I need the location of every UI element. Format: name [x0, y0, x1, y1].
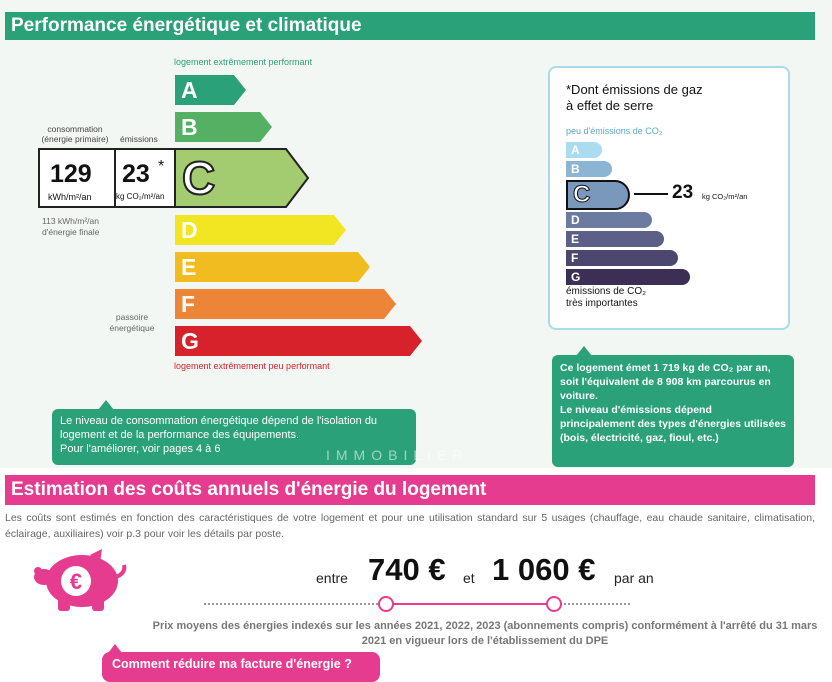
ghg-bar-a: [566, 142, 602, 158]
cost-section-title: Estimation des coûts annuels d'énergie du logement: [5, 475, 815, 505]
emissions-star: *: [158, 158, 165, 175]
price-high-marker: [546, 596, 562, 612]
ghg-box: [548, 66, 790, 330]
ghg-value: 23: [672, 182, 694, 203]
ghg-callout: Ce logement émet 1 719 kg de CO₂ par an, soit l'équivalent de 8 908 km parcourus en voiture. Le niveau d'émissions dépend principalement des types d'énergies utilisées (bois, électricité, gaz, fioul, etc.): [552, 355, 794, 467]
emissions-unit: kg CO₂/m²/an: [116, 192, 165, 201]
energy-bar-letter-a: A: [181, 77, 198, 103]
consumption-label: consommation (énergie primaire): [41, 124, 109, 144]
price-footnote: Prix moyens des énergies indexés sur les années 2021, 2022, 2023 (abonnements compris) conformément à l'arrêté du 31 mars 2021 en vigueur lors de l'établissement du DPE: [152, 620, 818, 647]
energy-callout: Le niveau de consommation énergétique dépend de l'isolation du logement et de la performance des équipements. Pour l'améliorer, voir pages 4 à 6: [52, 409, 416, 465]
reduce-bill-button[interactable]: Comment réduire ma facture d'énergie ?: [102, 652, 380, 682]
price-low-marker: [378, 596, 394, 612]
energy-bar-letter-c: C: [182, 152, 216, 204]
energy-bar-e: [174, 251, 372, 283]
price-low: 740 €: [368, 552, 446, 587]
ghg-bottom-label: émissions de CO₂ très importantes: [566, 286, 647, 309]
energy-bar-letter-b: B: [181, 114, 198, 140]
emissions-value: 23: [122, 160, 150, 188]
emissions-label: émissions: [120, 134, 158, 144]
consumption-unit: kWh/m²/an: [48, 192, 92, 202]
ghg-bar-letter-b: B: [571, 162, 580, 176]
ghg-bar-letter-d: D: [571, 213, 580, 227]
ghg-bar-c: [566, 180, 630, 210]
watermark-text: IMMOBILIER: [326, 447, 469, 463]
ghg-bar-f: [566, 250, 678, 266]
ghg-bar-b: [566, 161, 612, 177]
energy-bar-a: [174, 74, 248, 106]
energy-bar-letter-f: F: [181, 291, 196, 317]
svg-text:€: €: [69, 569, 83, 594]
energy-bar-b: [174, 111, 274, 143]
ghg-top-label: peu d'émissions de CO₂: [566, 126, 663, 136]
passoire-label: passoire énergétique: [109, 312, 155, 333]
energy-bar-c: [174, 148, 310, 208]
top-performance-label: logement extrêmement performant: [174, 57, 313, 67]
ghg-bar-letter-f: F: [571, 251, 579, 265]
energy-bar-d: [174, 214, 348, 246]
price-word-between: entre: [316, 570, 348, 586]
ghg-bar-e: [566, 231, 664, 247]
ghg-bar-letter-c: C: [573, 181, 591, 208]
ghg-unit: kg CO₂/m²/an: [702, 192, 748, 201]
consumption-box: [38, 148, 176, 208]
cost-paragraph: Les coûts sont estimés en fonction des caractéristiques de votre logement et pour une utilisation standard sur 5 usages (chauffage, eau chaude sanitaire, climatisation, éclairage, auxiliaires) voir p.3 pour voir les détails par poste.: [5, 512, 815, 540]
energy-bar-letter-e: E: [181, 254, 197, 280]
price-range-bar: [386, 603, 554, 605]
energy-bar-g: [174, 325, 424, 357]
energy-bar-letter-g: G: [181, 328, 199, 354]
piggy-bank-euro-icon: [30, 547, 128, 618]
energy-bar-f: [174, 288, 398, 320]
price-high: 1 060 €: [492, 552, 596, 587]
price-word-and: et: [463, 570, 475, 586]
ghg-bar-letter-g: G: [571, 270, 581, 284]
consumption-value: 129: [50, 160, 92, 188]
ghg-bar-d: [566, 212, 652, 228]
energy-bar-letter-d: D: [181, 217, 198, 243]
energy-section-title: Performance énergétique et climatique: [5, 12, 815, 40]
final-energy-note: 113 kWh/m²/an d'énergie finale: [42, 216, 100, 237]
ghg-title: *Dont émissions de gaz à effet de serre: [566, 82, 703, 113]
bottom-performance-label: logement extrêmement peu performant: [174, 361, 330, 371]
price-per-year: par an: [614, 570, 654, 586]
ghg-bar-g: [566, 269, 690, 285]
ghg-bar-letter-a: A: [571, 143, 580, 157]
ghg-bar-letter-e: E: [571, 232, 580, 246]
ghg-pointer-line: [634, 193, 668, 195]
